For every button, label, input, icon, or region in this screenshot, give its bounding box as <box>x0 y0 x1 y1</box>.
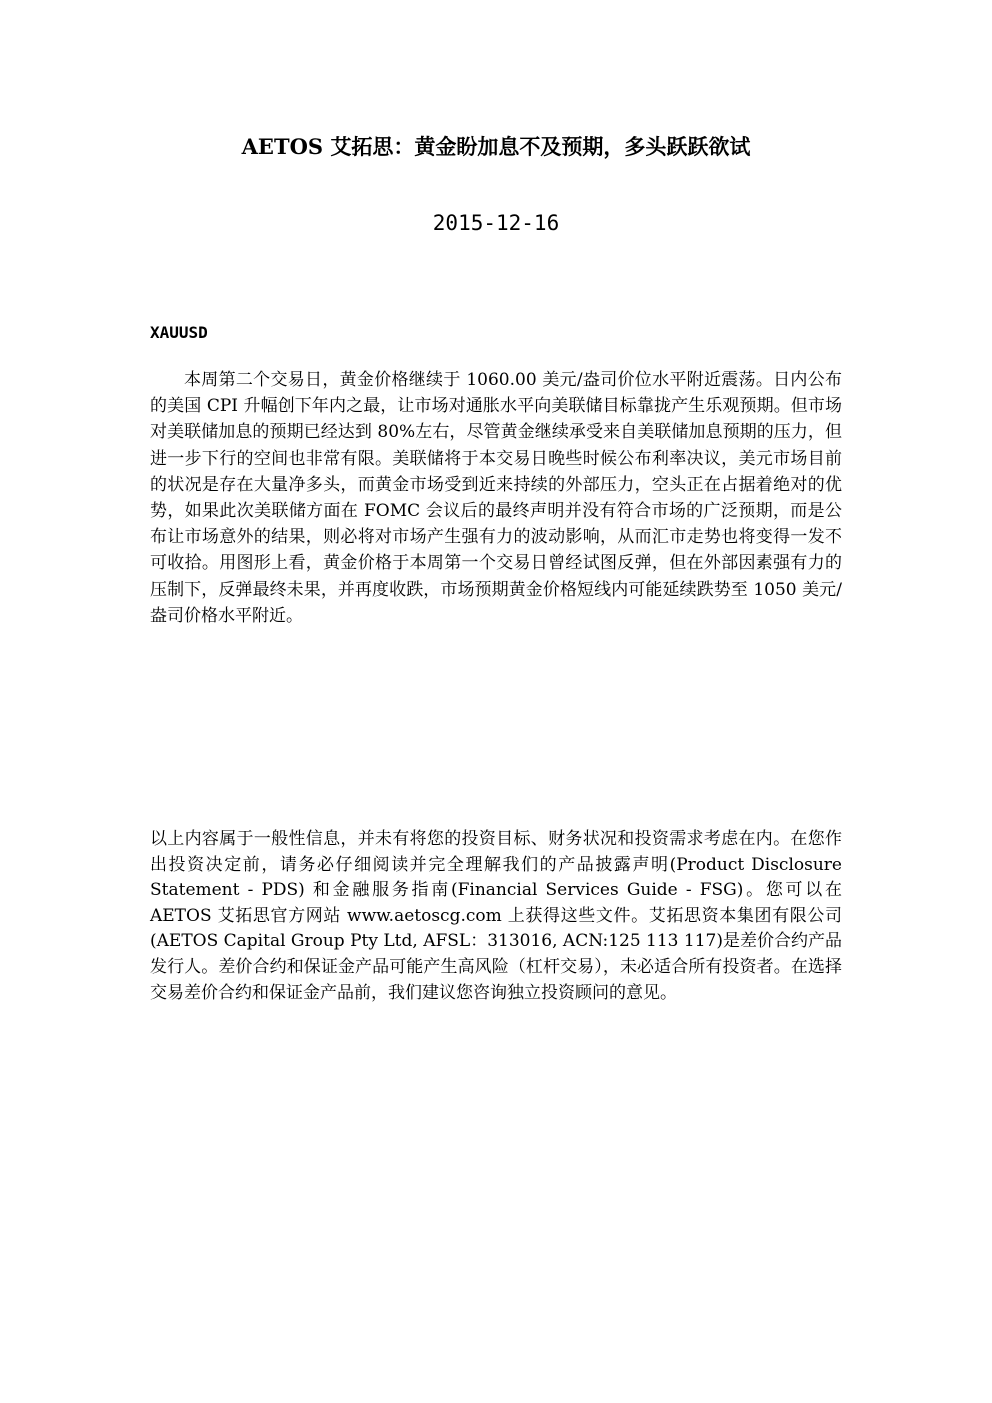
instrument-symbol: XAUUSD <box>150 323 208 342</box>
document-title: AETOS 艾拓思：黄金盼加息不及预期，多头跃跃欲试 <box>241 134 751 159</box>
analysis-paragraph: 本周第二个交易日，黄金价格继续于 1060.00 美元/盎司价位水平附近震荡。日内公布的美国 CPI 升幅创下年内之最，让市场对通胀水平向美联储目标靠拢产生乐观预期。但市场对美联储加息的预期已经达到 80%左右，尽管黄金继续承受来自美联储加息预期的压力，但进一步下行的空间也非常有限。美联储将于本交易日晚些时候公布利率决议，美元市场目前的状况是存在大量净多头，而黄金市场受到近来持续的外部压力，空头正在占据着绝对的优势，如果此次美联储方面在 FOMC 会议后的最终声明并没有符合市场的广泛预期，而是公布让市场意外的结果，则必将对市场产生强有力的波动影响，从而汇市走势也将变得一发不可收拾。用图形上看，黄金价格于本周第一个交易日曾经试图反弹，但在外部因素强有力的压制下，反弹最终未果，并再度收跌，市场预期黄金价格短线内可能延续跌势至 1050 美元/盎司价格水平附近。 <box>150 370 842 626</box>
document-date: 2015-12-16 <box>432 211 560 235</box>
disclaimer-paragraph: 以上内容属于一般性信息，并未有将您的投资目标、财务状况和投资需求考虑在内。在您作出投资决定前，请务必仔细阅读并完全理解我们的产品披露声明(Product Disclosure Statement - PDS) 和金融服务指南(Financial Services Guide - FSG)。您可以在 AETOS 艾拓思官方网站 www.aetoscg.com 上获得这些文件。艾拓思资本集团有限公司(AETOS Capital Group Pty Ltd, AFSL：313016, ACN:125 113 117)是差价合约产品发行人。差价合约和保证金产品可能产生高风险（杠杆交易），未必适合所有投资者。在选择交易差价合约和保证金产品前，我们建议您咨询独立投资顾问的意见。 <box>150 829 842 1003</box>
